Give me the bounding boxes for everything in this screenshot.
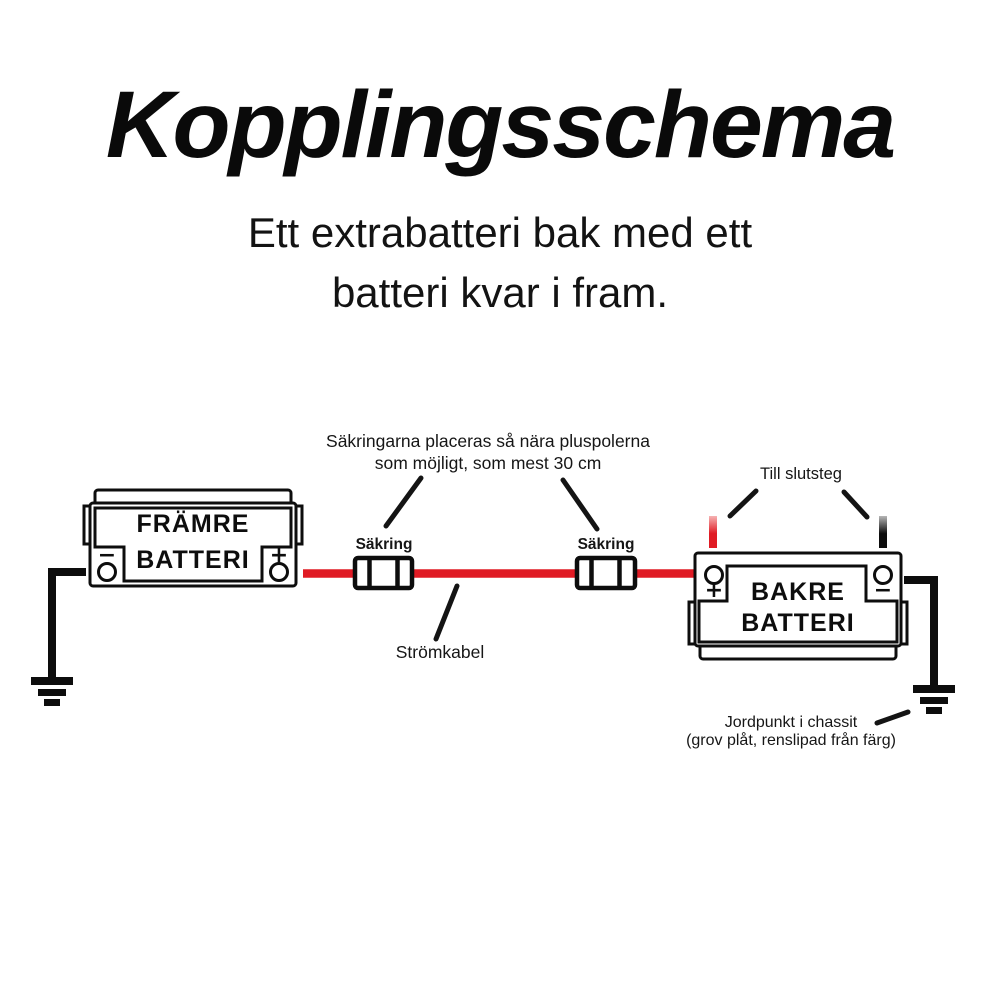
power-cable-label: Strömkabel [395, 642, 485, 662]
fuse-note-pointer-right [563, 480, 597, 529]
fuse-2-label: Säkring [577, 536, 635, 553]
rear-ground-wire-vertical [930, 576, 938, 686]
amplifier-positive-stub [709, 516, 717, 548]
front-battery-name-line2: BATTERI [136, 546, 250, 574]
amplifier-pointer-left [730, 491, 756, 516]
fuse-1 [355, 558, 412, 588]
fuse-note-pointer-left [386, 478, 421, 526]
ground-symbol-bar3 [44, 699, 60, 706]
page-subtitle-line2: batteri kvar i fram. [331, 269, 669, 316]
fuse-placement-note-line1: Säkringarna placeras så nära pluspolerna [326, 431, 650, 451]
fuse-1-label: Säkring [355, 536, 413, 553]
fuse-1-body [355, 558, 412, 588]
ground-point-label-line1: Jordpunkt i chassit [724, 714, 858, 731]
rear-battery [689, 553, 907, 659]
ground-symbol-bar3 [926, 707, 942, 714]
fuse-2-body [577, 558, 635, 588]
rear-ground-wire [904, 576, 955, 714]
fuse-placement-note [326, 431, 650, 474]
front-battery [84, 490, 302, 586]
ground-symbol-bar1 [913, 685, 955, 693]
ground-symbol-bar1 [31, 677, 73, 685]
fuse-2 [577, 558, 635, 588]
cable-label-pointer [436, 586, 457, 639]
front-ground-wire [31, 568, 86, 706]
front-battery-positive-sign: + [269, 543, 289, 568]
ground-symbol-bar2 [920, 697, 948, 704]
amplifier-negative-stub [879, 516, 887, 548]
rear-battery-negative-sign: − [873, 578, 893, 603]
page-subtitle-line1: Ett extrabatteri bak med ett [247, 209, 753, 256]
ground-symbol-bar2 [38, 689, 66, 696]
amplifier-pointer-right [844, 492, 867, 517]
ground-point-label-line2: (grov plåt, renslipad från färg) [686, 731, 896, 749]
front-ground-wire-vertical [48, 568, 56, 678]
amplifier-label: Till slutsteg [760, 465, 842, 483]
front-battery-negative-sign: − [97, 543, 117, 568]
rear-battery-name-line2: BATTERI [741, 609, 855, 637]
page-title: Kopplingsschema [105, 72, 895, 178]
rear-battery-positive-sign: + [704, 578, 724, 603]
ground-point-label [686, 714, 896, 749]
front-battery-name-line1: FRÄMRE [136, 510, 250, 538]
rear-battery-name-line1: BAKRE [751, 578, 845, 606]
fuse-placement-note-line2: som möjligt, som mest 30 cm [374, 452, 602, 473]
